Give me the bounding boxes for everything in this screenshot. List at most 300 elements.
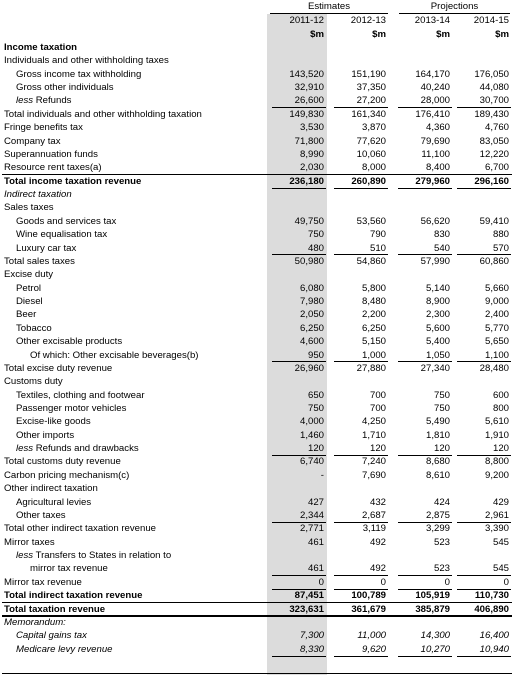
cell-2013-14: 14,300	[420, 630, 450, 642]
cell-2014-15: 5,650	[484, 336, 509, 348]
cell-rule	[272, 656, 326, 657]
table-row	[0, 68, 513, 81]
cell-2011-12: 6,740	[299, 456, 324, 468]
row-label	[4, 255, 75, 268]
row-label-text: Mirror tax revenue	[4, 576, 82, 588]
row-label-text: Tobacco	[16, 322, 52, 334]
cell-2012-13: 700	[369, 389, 386, 401]
cell-2012-13: 5,150	[361, 336, 386, 348]
row-label	[4, 268, 53, 281]
cell-2011-12: 120	[307, 443, 324, 455]
cell-2014-15: 9,000	[484, 296, 509, 308]
header-projections: Projections	[430, 1, 479, 12]
row-label	[4, 603, 105, 616]
cell-2013-14: 79,690	[420, 135, 450, 147]
row-label	[4, 362, 112, 375]
header-rule-estimates	[270, 13, 388, 14]
cell-2011-12: 71,800	[294, 135, 324, 147]
row-label-text: Total indirect taxation revenue	[4, 590, 143, 602]
table-row	[0, 603, 513, 616]
row-label-text: Gross other individuals	[16, 82, 114, 94]
row-label-text: Of which: Other excisable beverages(b)	[30, 349, 199, 361]
cell-2013-14: 56,620	[420, 215, 450, 227]
cell-2013-14: 3,299	[425, 523, 450, 535]
cell-2012-13: 77,620	[356, 135, 386, 147]
row-label-text: Indirect taxation	[4, 189, 72, 201]
row-label-prefix: less	[16, 443, 34, 455]
table-row	[0, 415, 513, 428]
cell-2014-15: 6,700	[484, 162, 509, 174]
cell-2012-13: 8,000	[361, 162, 386, 174]
row-label	[16, 81, 114, 94]
row-label	[4, 121, 83, 134]
cell-2013-14: 750	[433, 402, 450, 414]
cell-2012-13: 1,000	[361, 349, 386, 361]
cell-2013-14: 540	[433, 242, 450, 254]
cell-2011-12: 461	[307, 563, 324, 575]
row-label-prefix: less	[16, 95, 34, 107]
cell-2013-14: 5,490	[425, 416, 450, 428]
cell-2014-15: 0	[503, 576, 509, 588]
cell-2012-13: 260,890	[351, 175, 386, 187]
table-row	[0, 469, 513, 482]
table-row	[0, 509, 513, 522]
row-label-text: Total customs duty revenue	[4, 456, 121, 468]
row-label	[16, 509, 66, 522]
cell-2014-15: 83,050	[479, 135, 509, 147]
row-label	[16, 215, 116, 228]
row-label-text: Passenger motor vehicles	[16, 402, 127, 414]
cell-2012-13: 492	[369, 536, 386, 548]
year-2013-14: 2013-14	[414, 15, 450, 26]
row-label	[4, 469, 129, 482]
row-label-text: mirror tax revenue	[30, 563, 108, 575]
table-row	[0, 616, 513, 629]
cell-2014-15: 2,400	[484, 309, 509, 321]
row-label	[16, 442, 139, 455]
row-label	[16, 335, 122, 348]
table-row	[0, 589, 513, 602]
table-row	[0, 108, 513, 121]
cell-2013-14: 5,140	[425, 282, 450, 294]
cell-2011-12: 323,631	[289, 603, 324, 615]
row-label	[16, 295, 43, 308]
cell-2011-12: 427	[307, 496, 324, 508]
row-label	[30, 562, 108, 575]
row-label-text: Excise-like goods	[16, 416, 91, 428]
table-row	[0, 522, 513, 535]
table-row	[0, 135, 513, 148]
row-label	[16, 228, 107, 241]
cell-2011-12: 480	[307, 242, 324, 254]
cell-2013-14: 11,100	[421, 148, 450, 160]
row-label	[16, 415, 91, 428]
cell-2012-13: 11,000	[357, 630, 386, 642]
cell-2011-12: 2,344	[299, 509, 324, 521]
cell-2013-14: 8,900	[425, 296, 450, 308]
header-rule-projections	[399, 13, 510, 14]
table-row	[0, 643, 513, 656]
cell-2012-13: 700	[369, 402, 386, 414]
cell-2012-13: 100,789	[351, 590, 386, 602]
cell-2014-15: 5,610	[484, 416, 509, 428]
cell-2011-12: 750	[307, 229, 324, 241]
cell-2014-15: 296,160	[474, 175, 509, 187]
table-row	[0, 175, 513, 188]
cell-2013-14: 8,610	[425, 469, 450, 481]
row-label-text: Agricultural levies	[16, 496, 92, 508]
row-label-text: Carbon pricing mechanism(c)	[4, 469, 130, 481]
cell-2011-12: 87,451	[294, 590, 324, 602]
row-label-prefix: less	[16, 550, 34, 562]
table-row	[0, 282, 513, 295]
cell-2012-13: 27,200	[356, 95, 386, 107]
cell-2011-12: 1,460	[299, 429, 324, 441]
table-row	[0, 389, 513, 402]
cell-2014-15: 880	[492, 229, 509, 241]
cell-2012-13: 7,240	[361, 456, 386, 468]
table-row	[0, 295, 513, 308]
cell-2012-13: 790	[369, 229, 386, 241]
table-row	[0, 41, 513, 54]
cell-2014-15: 44,080	[479, 82, 509, 94]
cell-2011-12: 236,180	[289, 175, 324, 187]
row-label-text: Luxury car tax	[16, 242, 77, 254]
row-label	[16, 242, 76, 255]
cell-2014-15: 545	[492, 563, 509, 575]
header-estimates: Estimates	[307, 1, 351, 12]
cell-2012-13: 54,860	[356, 255, 386, 267]
cell-2011-12: 2,030	[299, 162, 324, 174]
row-label-text: Medicare levy revenue	[16, 643, 113, 655]
cell-2014-15: 1,910	[484, 429, 509, 441]
cell-2012-13: 2,200	[361, 309, 386, 321]
cell-2013-14: 385,879	[415, 603, 450, 615]
table-row	[0, 308, 513, 321]
cell-2012-13: 361,679	[351, 603, 386, 615]
table-row	[0, 496, 513, 509]
cell-2014-15: 110,730	[474, 590, 509, 602]
cell-2014-15: 120	[492, 443, 509, 455]
cell-2012-13: 3,870	[361, 122, 386, 134]
table-row	[0, 455, 513, 468]
table-row	[0, 549, 513, 562]
cell-2011-12: 8,330	[299, 643, 324, 655]
row-label-text: Refunds	[35, 95, 72, 107]
row-label	[4, 482, 98, 495]
cell-2013-14: 750	[433, 389, 450, 401]
cell-2012-13: 432	[369, 496, 386, 508]
cell-2012-13: 37,350	[356, 82, 386, 94]
table-row	[0, 201, 513, 214]
cell-2013-14: 40,240	[420, 82, 450, 94]
cell-2014-15: 12,220	[479, 148, 509, 160]
table-row	[0, 161, 513, 174]
cell-2013-14: 424	[433, 496, 450, 508]
row-label-text: Company tax	[4, 135, 61, 147]
cell-2013-14: 27,340	[420, 362, 450, 374]
cell-2011-12: -	[320, 469, 324, 481]
cell-2013-14: 2,875	[425, 509, 450, 521]
cell-2013-14: 830	[433, 229, 450, 241]
table-row	[0, 148, 513, 161]
table-row	[0, 121, 513, 134]
table-row	[0, 242, 513, 255]
cell-2012-13: 8,480	[361, 296, 386, 308]
row-label-text: Transfers to States in relation to	[35, 550, 172, 562]
row-label	[16, 629, 87, 642]
row-label	[16, 308, 36, 321]
table-row	[0, 54, 513, 67]
cell-2011-12: 149,830	[289, 108, 324, 120]
cell-2012-13: 151,190	[351, 68, 386, 80]
cell-2014-15: 28,480	[479, 362, 509, 374]
cell-2011-12: 8,990	[299, 148, 324, 160]
table-row	[0, 268, 513, 281]
row-label-text: Other taxes	[16, 509, 66, 521]
row-label-text: Resource rent taxes(a)	[4, 162, 102, 174]
row-label	[16, 549, 171, 562]
row-label	[16, 94, 71, 107]
cell-2012-13: 161,340	[351, 108, 386, 120]
row-label-text: Total individuals and other withholding taxation	[4, 108, 202, 120]
row-label-text: Mirror taxes	[4, 536, 55, 548]
row-label-text: Memorandum:	[4, 616, 66, 628]
row-label-text: Other excisable products	[16, 336, 123, 348]
table-bottom-rule	[2, 673, 512, 674]
cell-2012-13: 3,119	[362, 523, 386, 535]
row-label-text: Superannuation funds	[4, 148, 98, 160]
cell-2011-12: 650	[307, 389, 324, 401]
row-label-text: Sales taxes	[4, 202, 54, 214]
row-label	[4, 201, 54, 214]
row-label-text: Individuals and other withholding taxes	[4, 55, 169, 67]
cell-2011-12: 750	[307, 402, 324, 414]
table-row	[0, 228, 513, 241]
cell-2012-13: 7,690	[361, 469, 386, 481]
row-label	[16, 389, 145, 402]
cell-2012-13: 10,060	[356, 148, 386, 160]
row-label	[16, 496, 91, 509]
cell-2013-14: 1,810	[425, 429, 450, 441]
cell-2011-12: 6,080	[299, 282, 324, 294]
table-row	[0, 81, 513, 94]
row-label-text: Gross income tax withholding	[16, 68, 142, 80]
row-label	[4, 375, 63, 388]
cell-2011-12: 950	[307, 349, 324, 361]
row-label-text: Goods and services tax	[16, 215, 117, 227]
row-label-text: Textiles, clothing and footwear	[16, 389, 145, 401]
cell-2012-13: 53,560	[356, 215, 386, 227]
row-label	[4, 589, 142, 602]
row-label	[16, 429, 74, 442]
cell-2014-15: 600	[492, 389, 509, 401]
table-row	[0, 322, 513, 335]
cell-2012-13: 27,880	[356, 362, 386, 374]
cell-2013-14: 120	[433, 443, 450, 455]
row-label	[16, 282, 41, 295]
cell-2014-15: 4,760	[484, 122, 509, 134]
cell-2013-14: 0	[444, 576, 450, 588]
cell-2014-15: 30,700	[479, 95, 509, 107]
cell-2014-15: 59,410	[479, 215, 509, 227]
cell-2011-12: 461	[307, 536, 324, 548]
year-2014-15: 2014-15	[473, 15, 509, 26]
row-label-text: Total excise duty revenue	[4, 362, 113, 374]
row-label-text: Total other indirect taxation revenue	[4, 523, 156, 535]
cell-2012-13: 4,250	[361, 416, 386, 428]
row-label-text: Wine equalisation tax	[16, 229, 108, 241]
table-row	[0, 335, 513, 348]
cell-2014-15: 570	[492, 242, 509, 254]
unit-2014-15: $m	[495, 29, 509, 40]
row-label-text: Diesel	[16, 296, 43, 308]
row-label-text: Total income taxation revenue	[4, 175, 142, 187]
cell-2012-13: 2,687	[361, 509, 386, 521]
cell-2011-12: 2,050	[299, 309, 324, 321]
row-label	[4, 161, 102, 174]
row-label	[4, 135, 61, 148]
cell-2011-12: 6,250	[299, 322, 324, 334]
cell-2012-13: 5,800	[361, 282, 386, 294]
row-label-text: Excise duty	[4, 269, 54, 281]
cell-2013-14: 10,270	[420, 643, 450, 655]
cell-2014-15: 800	[492, 402, 509, 414]
cell-2014-15: 9,200	[484, 469, 509, 481]
row-label	[4, 455, 121, 468]
row-label	[4, 148, 98, 161]
year-2011-12: 2011-12	[289, 15, 324, 26]
row-label-text: Total sales taxes	[4, 255, 75, 267]
row-label	[16, 68, 141, 81]
cell-2011-12: 7,980	[299, 296, 324, 308]
cell-2014-15: 406,890	[474, 603, 509, 615]
row-label-text: Other imports	[16, 429, 75, 441]
table-row	[0, 255, 513, 268]
row-label	[4, 616, 66, 629]
unit-2011-12: $m	[310, 29, 324, 40]
unit-2013-14: $m	[436, 29, 450, 40]
cell-2011-12: 143,520	[289, 68, 324, 80]
table-row	[0, 362, 513, 375]
cell-2013-14: 279,960	[415, 175, 450, 187]
cell-2014-15: 545	[492, 536, 509, 548]
cell-2013-14: 164,170	[415, 68, 450, 80]
row-label-text: Income taxation	[4, 42, 78, 53]
row-label	[4, 54, 169, 67]
cell-2011-12: 32,910	[294, 82, 324, 94]
cell-2013-14: 28,000	[420, 95, 450, 107]
cell-2011-12: 7,300	[299, 630, 324, 642]
cell-2012-13: 9,620	[361, 643, 386, 655]
unit-2012-13: $m	[372, 29, 386, 40]
cell-2014-15: 5,770	[484, 322, 509, 334]
cell-2012-13: 492	[369, 563, 386, 575]
table-row	[0, 482, 513, 495]
table-row	[0, 94, 513, 107]
cell-2012-13: 0	[380, 576, 386, 588]
cell-2014-15: 429	[492, 496, 509, 508]
row-label	[16, 322, 52, 335]
year-2012-13: 2012-13	[350, 15, 386, 26]
cell-2014-15: 1,100	[484, 349, 509, 361]
row-label	[16, 402, 126, 415]
cell-2013-14: 1,050	[425, 349, 450, 361]
row-label-text: Total taxation revenue	[4, 603, 106, 615]
cell-2014-15: 8,800	[484, 456, 509, 468]
cell-2013-14: 8,400	[425, 162, 450, 174]
cell-2014-15: 5,660	[484, 282, 509, 294]
cell-2013-14: 5,600	[425, 322, 450, 334]
row-label-text: Capital gains tax	[16, 630, 87, 642]
table-row	[0, 536, 513, 549]
cell-2011-12: 4,000	[299, 416, 324, 428]
cell-2012-13: 1,710	[361, 429, 386, 441]
cell-2013-14: 5,400	[425, 336, 450, 348]
cell-2011-12: 49,750	[294, 215, 324, 227]
cell-2011-12: 2,771	[299, 523, 324, 535]
row-label	[4, 522, 156, 535]
cell-2012-13: 120	[369, 443, 386, 455]
row-label	[4, 576, 82, 589]
cell-2011-12: 26,960	[294, 362, 324, 374]
cell-2014-15: 176,050	[474, 68, 509, 80]
cell-2013-14: 523	[433, 563, 450, 575]
cell-rule	[398, 656, 452, 657]
cell-2014-15: 16,400	[479, 630, 509, 642]
table-row	[0, 188, 513, 201]
row-label	[4, 188, 72, 201]
row-label-text: Petrol	[16, 282, 42, 294]
table-row	[0, 375, 513, 388]
cell-2011-12: 4,600	[299, 336, 324, 348]
cell-2014-15: 189,430	[474, 108, 509, 120]
cell-2011-12: 3,530	[299, 122, 324, 134]
row-label	[4, 175, 141, 188]
cell-2013-14: 8,680	[425, 456, 450, 468]
cell-2012-13: 510	[369, 242, 386, 254]
row-label	[30, 349, 199, 362]
cell-2013-14: 523	[433, 536, 450, 548]
cell-2013-14: 176,410	[415, 108, 450, 120]
cell-2013-14: 2,300	[425, 309, 450, 321]
cell-2014-15: 10,940	[479, 643, 509, 655]
cell-rule	[334, 656, 388, 657]
table-row	[0, 402, 513, 415]
cell-2013-14: 4,360	[425, 122, 450, 134]
table-row	[0, 576, 513, 589]
cell-2011-12: 26,600	[294, 95, 324, 107]
cell-2013-14: 105,919	[415, 590, 450, 602]
cell-rule	[457, 656, 511, 657]
row-label	[4, 108, 202, 121]
row-label-text: Refunds and drawbacks	[35, 443, 139, 455]
row-label-text: Beer	[16, 309, 37, 321]
cell-2014-15: 3,390	[484, 523, 509, 535]
row-label-text: Fringe benefits tax	[4, 122, 83, 134]
table-row	[0, 629, 513, 642]
cell-2011-12: 50,980	[294, 255, 324, 267]
table-row	[0, 429, 513, 442]
table-row	[0, 442, 513, 455]
cell-2013-14: 57,990	[420, 255, 450, 267]
table-row	[0, 349, 513, 362]
row-label-text: Customs duty	[4, 376, 63, 388]
table-row	[0, 562, 513, 575]
row-label	[4, 536, 55, 549]
cell-2011-12: 0	[318, 576, 324, 588]
row-label	[4, 41, 77, 54]
